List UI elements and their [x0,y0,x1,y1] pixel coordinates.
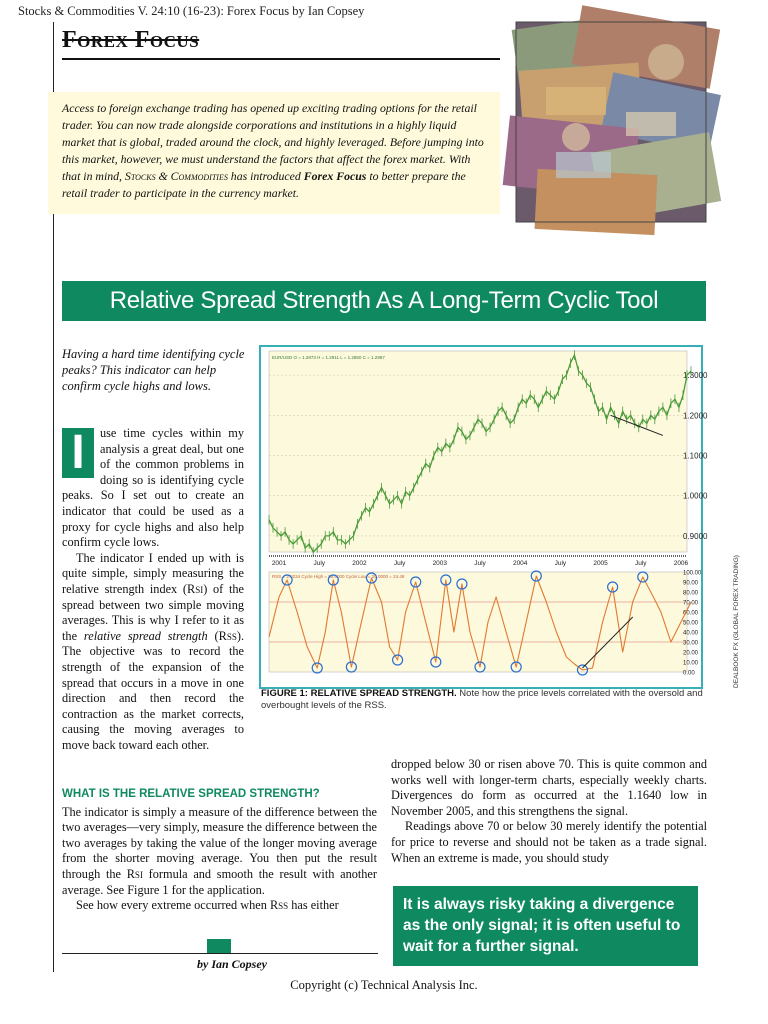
indicator-tick-label: 0.00 [683,670,695,677]
price-tick-label: 1.2000 [683,411,708,421]
p2-rss: Rss [218,628,237,643]
x-tick-label: 2002 [352,560,367,567]
intro-magazine: Stocks & Commodities [124,169,228,183]
figure-caption [261,688,711,712]
section-heading: WHAT IS THE RELATIVE SPREAD STRENGTH? [62,788,320,800]
indicator-tick-label: 70.00 [683,600,699,607]
paragraph-2 [62,551,244,754]
section-rule [62,58,500,60]
indicator-legend: RSS = 2.0234 Cycle High = 85.0000 Cycle Low = 20.0000 = 24.48 [272,574,405,579]
p4-rss: Rss [269,898,289,913]
copyright: Copyright (c) Technical Analysis Inc. [290,978,478,992]
pull-quote: It is always risky taking a divergence as the only signal; it is often useful to wait for a further signal. [393,886,698,966]
byline: by Ian Copsey [197,957,267,971]
indicator-tick-label: 60.00 [683,610,699,617]
x-tick-label: July [474,560,486,567]
currency-photo-image [516,22,706,222]
running-head: Stocks & Commodities V. 24:10 (16-23): Forex Focus by Ian Copsey [18,4,365,18]
figure-caption-bold: FIGURE 1: RELATIVE SPREAD STRENGTH. [261,688,457,699]
article-deck: Having a hard time identifying cycle peaks? This indicator can help confirm cycle highs and lows. [62,347,245,393]
figure-caption-text: Note how the price levels correlated with the oversold and overbought levels of the RSS. [261,688,703,711]
p2-rss-name: relative spread strength [83,628,208,643]
end-marker [207,939,231,953]
indicator-tick-label: 30.00 [683,640,699,647]
figure-credit-text: DEALBOOK FX (GLOBAL FOREX TRADING) [733,555,740,688]
intro-text-b: has introduced [227,169,304,183]
bottom-rule [62,953,378,954]
p2-rsi: Rsi [187,581,204,596]
indicator-tick-label: 20.00 [683,650,699,657]
paragraph-6: Readings above 70 or below 30 merely identify the potential for price to reverse and should not be taken as a trade signal. When an extreme is made, you should study [391,819,707,865]
chart-svg [261,347,708,687]
paragraph-5: dropped below 30 or risen above 70. This is quite common and works well with longer-term charts, especially weekly charts. Divergences do form as occurred at the 1.1640 low in November 2005, and this strengthens the signal. [391,757,707,818]
currency-photo [516,22,706,222]
figure-credit [728,555,742,690]
indicator-tick-label: 40.00 [683,630,699,637]
intro-text-c: to better prepare the retail trader to participate in the currency market. [62,169,466,200]
indicator-tick-label: 100.00 [683,570,702,577]
x-tick-label: 2001 [271,560,287,567]
column-right-bottom [391,757,707,866]
paragraph-1: use time cycles within my analysis a great deal, but one of the common problems in doing so is identifying cycle peaks. So I set out to create an indicator that could be used as a proxy for cycle highs and also help confirm cycle lows. [62,426,244,550]
figure-chart [259,345,708,689]
indicator-tick-label: 50.00 [683,620,699,627]
x-tick-label: 2006 [673,560,689,567]
p2-text-d: ). The objective was to record the strength of the expansion of the spread that occurs in a move in one direction and then record the contraction as the market corrects, causing the moving averages to move back toward each other. [62,628,245,752]
p2-text-a: The indicator I ended up with is quite simple, simply measuring the relative strength index ( [62,550,244,596]
figure-credit-svg [728,555,742,690]
p3-rsi: Rsi [126,866,143,881]
column-left-bottom [62,787,377,914]
paragraph-3 [62,805,377,899]
price-title: EUR/USD O = 1.2873 H = 1.2911 L = 1.2850 C = 1.2887 [272,355,385,360]
intro-feature: Forex Focus [303,169,367,183]
x-tick-label: 2005 [593,560,608,567]
x-tick-label: 2003 [432,560,448,567]
x-tick-label: 2004 [512,560,528,567]
x-tick-label: July [393,560,406,567]
p3-text-b: formula and smooth the result with another average. See Figure 1 for the application. [62,866,377,897]
p2-text-b: ) of the spread between two simple moving averages. This is why I refer to it as the [62,581,245,643]
article-title: Relative Spread Strength As A Long-Term Cyclic Tool [62,281,706,321]
price-tick-label: 0.9000 [683,531,708,541]
price-tick-label: 1.0000 [683,491,708,501]
p4-text-b: has either [288,898,339,913]
indicator-tick-label: 10.00 [683,660,699,667]
paragraph-4 [62,898,377,914]
p3-text-a: The indicator is simply a measure of the difference between the two averages—very simply, measure the difference between the two averages by taking the value of the longer moving average from the shorter moving average. You then put the result through the [62,804,377,881]
price-panel-bg [269,351,687,552]
column-left-top [62,426,244,753]
intro-box [48,92,500,214]
indicator-tick-label: 90.00 [683,580,699,587]
price-tick-label: 1.1000 [683,451,708,461]
x-tick-label: July [554,560,567,567]
indicator-tick-label: 80.00 [683,590,699,597]
x-tick-label: July [634,560,647,567]
p2-text-c: ( [207,628,219,643]
section-title: Forex Focus [62,27,200,53]
drop-cap: I [62,428,94,478]
intro-text-a: Access to foreign exchange trading has opened up exciting trading options for the retail trader. You can now trade alongside corporations and institutions in a highly liquid market that is global, traded around the clock, and highly leveraged. Before jumping into this market, however, we must understand the factors that affect the forex market. With that in mind, [62,101,484,183]
p4-text-a: See how every extreme occurred when [76,898,270,913]
price-tick-label: 1.3000 [683,371,708,381]
x-tick-label: July [313,560,326,567]
